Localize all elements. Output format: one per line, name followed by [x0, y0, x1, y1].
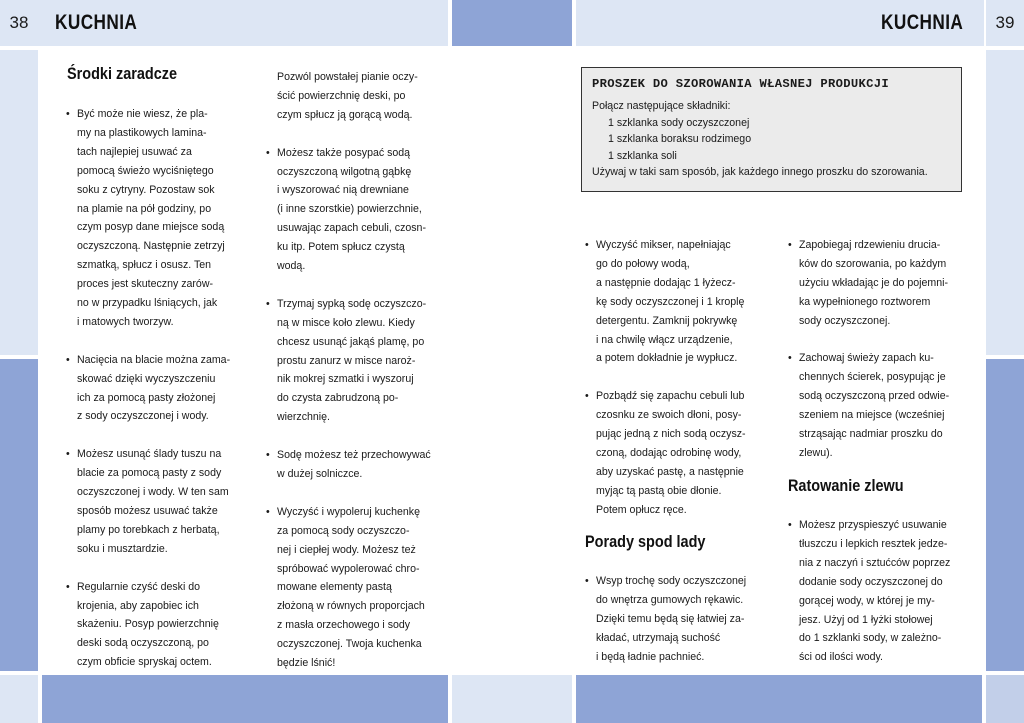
text-line: tach najlepiej usuwać za [77, 145, 192, 158]
heading-porady-spod-lady: Porady spod lady [585, 532, 706, 551]
right-margin-strip-bottom [986, 675, 1024, 723]
text-line: pując jedną z nich sodą oczysz- [596, 428, 746, 441]
footer-band-center [452, 675, 572, 723]
page-number-left: 38 [9, 13, 29, 32]
text-line: będzie lśnić! [277, 657, 336, 670]
text-line: strząsając nadmiar proszku do [799, 428, 943, 441]
recipe-box-outro: Używaj w taki sam sposób, jak każdego innego proszku do szorowania. [592, 166, 928, 179]
text-line: na plamie na pół godziny, po [77, 202, 212, 215]
text-line: skażeniu. Posyp powierzchnię [77, 618, 219, 631]
text-line: Zapobiegaj rdzewieniu drucia- [799, 239, 941, 251]
text-line: soku z cytryny. Pozostaw sok [77, 183, 215, 196]
text-line: i matowych tworzyw. [77, 315, 174, 328]
text-line: czym posyp dane miejsce sodą [77, 221, 225, 234]
text-line: deski sodą oczyszczoną, po [77, 637, 209, 650]
text-line: do wnętrza gumowych rękawic. [596, 593, 744, 606]
bullet-item [788, 236, 949, 331]
text-line: Dzięki temu będą się łatwiej za- [596, 612, 745, 625]
text-line: oczyszczonej i wody. W ten sam [77, 486, 229, 499]
bullet-item [66, 351, 230, 427]
text-line: usuwając zapach cebuli, czosn- [277, 222, 426, 235]
left-column-2 [266, 68, 431, 692]
bullet-item [266, 503, 431, 673]
text-line: blacie za pomocą pasty z sody [77, 467, 222, 480]
recipe-ingredient: 1 szklanka boraksu rodzimego [608, 133, 752, 146]
text-line: ków do szorowania, po każdym [799, 257, 947, 270]
text-line: czym obficie spryskaj octem. [77, 656, 212, 669]
text-line: Sodę możesz też przechowywać [277, 449, 431, 462]
right-margin-strip-middle [986, 359, 1024, 671]
text-line: Pozwól powstałej pianie oczy- [277, 71, 418, 83]
text-line: nik mokrej szmatki i wyszoruj [277, 373, 414, 386]
recipe-box-intro: Połącz następujące składniki: [592, 100, 731, 113]
text-line: użyciu wkładając je do pojemni- [799, 276, 948, 289]
text-line: kładać, utrzymają suchość [596, 631, 721, 644]
bullet-item [266, 446, 431, 484]
text-line: Potem opłucz ręce. [596, 503, 687, 516]
section-title-left: KUCHNIA [55, 11, 138, 34]
text-line: Możesz także posypać sodą [277, 146, 411, 159]
bullet-dot-icon: • [788, 519, 792, 531]
recipe-box-title: PROSZEK DO SZOROWANIA WŁASNEJ PRODUKCJI [592, 77, 889, 91]
left-margin-strip-middle [0, 359, 38, 671]
bullet-dot-icon: • [266, 449, 270, 462]
text-line: wodą. [277, 260, 306, 273]
text-line: nej i ciepłej wody. Możesz też [277, 543, 416, 556]
bullet-item [788, 349, 949, 462]
heading-srodki-zaradcze: Środki zaradcze [67, 64, 178, 83]
bullet-dot-icon: • [266, 505, 270, 518]
text-line: czym spłucz ją gorącą wodą. [277, 108, 413, 121]
text-line: chcesz usunąć jakąś plamę, po [277, 335, 425, 348]
left-margin-strip-top [0, 50, 38, 355]
continued-paragraph [266, 68, 431, 125]
right-column-1 [585, 236, 746, 538]
text-line: czoną, dodając odrobinę wody, [596, 446, 742, 459]
text-line: Wyczyść i wypoleruj kuchenkę [277, 505, 420, 518]
text-line: do 1 szklanki sody, w zależno- [799, 632, 942, 645]
bullet-item [266, 295, 431, 427]
text-line: z sody oczyszczonej i wody. [77, 410, 209, 423]
text-line: aby uzyskać pastę, a następnie [596, 465, 744, 478]
text-line: Wyczyść mikser, napełniając [596, 239, 731, 251]
text-line: sposób możesz usuwać także [77, 505, 218, 517]
text-line: soku i musztardzie. [77, 542, 168, 555]
bullet-dot-icon: • [788, 239, 792, 251]
text-line: czosnku ze swoich dłoni, posy- [596, 409, 742, 422]
text-line: szmatką, spłucz i osusz. Ten [77, 259, 212, 272]
text-line: wierzchnię. [277, 411, 330, 424]
text-line: ka wypełnionego roztworem [799, 295, 931, 308]
text-line: a potem dokładnie je wypłucz. [596, 352, 738, 365]
text-line: go do połowy wodą, [596, 257, 690, 270]
bullet-item [788, 516, 950, 667]
text-line: do czysta zabrudzoną po- [277, 392, 399, 405]
text-line: ną w misce koło zlewu. Kiedy [277, 316, 415, 329]
recipe-box [581, 67, 962, 192]
text-line: myjąc tą pastą obie dłonie. [596, 484, 722, 497]
bullet-dot-icon: • [585, 575, 589, 587]
bullet-dot-icon: • [585, 390, 589, 403]
text-line: jesz. Użyj od 1 łyżki stołowej [799, 613, 933, 626]
right-margin-strip-top [986, 50, 1024, 355]
bullet-item [585, 236, 746, 368]
text-line: sodą oczyszczoną przed odwie- [799, 390, 950, 403]
text-line: pomocą świeżo wyciśniętego [77, 164, 214, 177]
bullet-dot-icon: • [66, 580, 70, 593]
text-line: tłuszczu i lepkich resztek jedze- [799, 537, 948, 550]
text-line: ich za pomocą pasty złożonej [77, 391, 216, 404]
left-column-1 [66, 105, 230, 691]
text-line: a następnie dodając 1 łyżecz- [596, 276, 736, 289]
text-line: ścić powierzchnię deski, po [277, 89, 406, 102]
text-line: Możesz przyspieszyć usuwanie [799, 519, 947, 531]
bullet-dot-icon: • [266, 297, 270, 310]
text-line: z masła orzechowego i sody [277, 619, 411, 632]
text-line: i na chwilę włącz urządzenie, [596, 333, 733, 346]
text-line: ku itp. Potem spłucz czystą [277, 241, 405, 254]
text-line: i wyszorować nią drewniane [277, 184, 409, 197]
text-line: detergentu. Zamknij pokrywkę [596, 314, 738, 327]
text-line: Nacięcia na blacie można zama- [77, 353, 231, 366]
text-line: oczyszczoną wilgotną gąbkę [277, 165, 412, 178]
text-line: chennych ścierek, posypując je [799, 371, 946, 384]
bullet-item [585, 387, 746, 519]
header-band-center [452, 0, 572, 46]
recipe-ingredient: 1 szklanka sody oczyszczonej [608, 116, 750, 129]
text-line: Możesz usunąć ślady tuszu na [77, 448, 222, 461]
bullet-item [585, 572, 746, 667]
bullet-item [66, 445, 230, 558]
text-line: Trzymaj sypką sodę oczyszczo- [277, 297, 427, 310]
text-line: (i inne szorstkie) powierzchnie, [277, 203, 422, 216]
text-line: mowane elementy pastą [277, 581, 392, 594]
text-line: oczyszczoną. Następnie zetrzyj [77, 240, 225, 253]
text-line: Być może nie wiesz, że pla- [77, 108, 208, 120]
text-line: Regularnie czyść deski do [77, 580, 201, 593]
section-title-right: KUCHNIA [881, 11, 964, 34]
text-line: dodanie sody oczyszczonej do [799, 575, 943, 588]
bullet-dot-icon: • [266, 146, 270, 159]
right-column-2 [788, 236, 949, 482]
text-line: sody oczyszczonej. [799, 314, 891, 327]
text-line: Wsyp trochę sody oczyszczonej [596, 575, 747, 587]
right-column-1-lower [585, 572, 746, 685]
bullet-dot-icon: • [66, 448, 70, 461]
text-line: prostu zanurz w misce naroż- [277, 354, 416, 367]
heading-ratowanie-zlewu: Ratowanie zlewu [788, 476, 904, 495]
text-line: Pozbądź się zapachu cebuli lub [596, 390, 745, 403]
text-line: ści od ilości wody. [799, 651, 883, 664]
text-line: spróbować wypolerować chro- [277, 562, 420, 575]
text-line: no w przypadku lśniących, jak [77, 297, 218, 310]
bullet-item [66, 578, 230, 673]
text-line: plamy po torebkach z herbatą, [77, 523, 220, 536]
text-line: krojenia, aby zapobiec ich [77, 599, 199, 612]
bullet-dot-icon: • [788, 352, 792, 365]
page-number-right: 39 [995, 13, 1015, 32]
text-line: szeniem na miejsce (wcześniej [799, 409, 945, 422]
text-line: nia z naczyń i sztućców poprzez [799, 556, 951, 569]
text-line: i będą ładnie pachnieć. [596, 650, 705, 663]
bullet-item [266, 144, 431, 276]
text-line: w dużej solniczce. [277, 467, 363, 480]
bullet-dot-icon: • [66, 353, 70, 366]
right-column-2-lower [788, 516, 950, 686]
text-line: złożoną w równych proporcjach [277, 600, 425, 613]
text-line: proces jest skuteczny zarów- [77, 278, 214, 291]
recipe-ingredient: 1 szklanka soli [608, 149, 677, 162]
bullet-dot-icon: • [66, 108, 70, 120]
text-line: oczyszczonej. Twoja kuchenka [277, 638, 422, 651]
text-line: zlewu). [799, 446, 833, 459]
text-line: Zachowaj świeży zapach ku- [799, 352, 934, 365]
text-line: kę sody oczyszczonej i 1 kroplę [596, 295, 745, 308]
bullet-dot-icon: • [585, 239, 589, 251]
text-line: skować dzięki wyczyszczeniu [77, 372, 216, 385]
text-line: my na plastikowych lamina- [77, 126, 207, 139]
text-line: gorącej wody, w której je my- [799, 594, 935, 607]
left-margin-strip-bottom [0, 675, 38, 723]
bullet-item [66, 105, 230, 332]
text-line: za pomocą sody oczyszczo- [277, 524, 410, 537]
